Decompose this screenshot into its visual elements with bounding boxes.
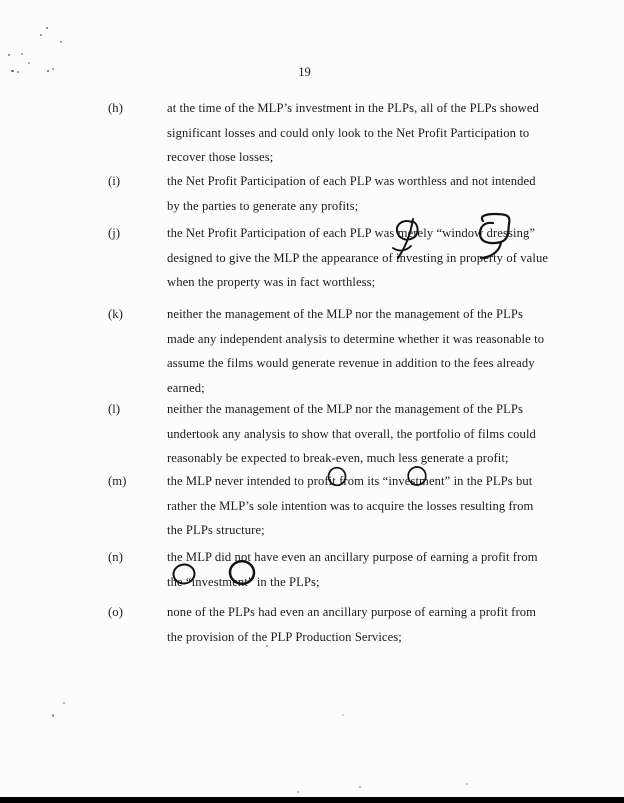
paragraph-label: (i) [108, 174, 121, 188]
paragraph-label: (m) [108, 474, 127, 488]
paragraph-text [167, 221, 567, 295]
paragraph-line: the MLP never intended to profit from its “investment” in the PLPs but [167, 474, 533, 488]
paragraph-line: when the property was in fact worthless; [167, 275, 376, 289]
scan-speck [52, 68, 54, 70]
paragraph-text [167, 397, 567, 471]
paragraph-line: reasonably be expected to break-even, much less generate a profit; [167, 451, 509, 465]
paragraph-line: the “investment” in the PLPs; [167, 574, 320, 589]
paragraph-label: (l) [108, 402, 121, 416]
scan-speck [466, 783, 468, 785]
paragraph-label: (n) [108, 550, 123, 564]
page-number: 19 [298, 65, 311, 79]
paragraph-line: neither the management of the MLP nor the management of the PLPs [167, 402, 524, 416]
scan-speck [8, 54, 10, 56]
paragraph-line: rather the MLP’s sole intention was to acquire the losses resulting from [167, 498, 534, 513]
paragraph-line: at the time of the MLP’s investment in the PLPs, all of the PLPs showed [167, 101, 539, 115]
paragraph-line: by the parties to generate any profits; [167, 198, 359, 213]
scan-speck [46, 27, 48, 29]
scan-speck [52, 714, 54, 717]
paragraph-line: designed to give the MLP the appearance of investing in property of value [167, 250, 549, 265]
paragraph-text [167, 96, 567, 170]
paragraph-line: significant losses and could only look to the Net Profit Participation to [167, 125, 530, 140]
paragraph-text [167, 600, 567, 649]
paragraph-text [167, 169, 567, 218]
paragraph-label: (j) [108, 226, 121, 240]
scan-speck [21, 53, 23, 55]
scan-speck [359, 786, 361, 788]
paragraph-line: the Net Profit Participation of each PLP was worthless and not intended [167, 174, 536, 188]
paragraph-line: neither the management of the MLP nor the management of the PLPs [167, 307, 524, 321]
paragraph-text [167, 302, 567, 400]
scan-speck [28, 62, 30, 64]
scan-speck [47, 70, 49, 72]
scan-speck [342, 714, 344, 716]
paragraph-text [167, 469, 567, 543]
paragraph-label: (o) [108, 605, 123, 619]
paragraph-line: made any independent analysis to determine whether it was reasonable to [167, 331, 545, 346]
paragraph-text [167, 545, 567, 594]
paragraph-line: the MLP did not have even an ancillary purpose of earning a profit from [167, 550, 538, 564]
paragraph-line: earned; [167, 380, 205, 395]
paragraph-line: assume the films would generate revenue in addition to the fees already [167, 356, 535, 370]
scan-speck [17, 71, 19, 73]
scan-speck [63, 702, 65, 704]
paragraph-label: (h) [108, 101, 123, 115]
scan-speck [297, 791, 299, 793]
scan-speck [40, 34, 42, 36]
paragraph-line: none of the PLPs had even an ancillary purpose of earning a profit from [167, 605, 537, 619]
scan-speck [11, 70, 14, 72]
paragraph-line: recover those losses; [167, 150, 274, 164]
scan-edge-bar [0, 797, 624, 803]
paragraph-line: undertook any analysis to show that overall, the portfolio of films could [167, 426, 536, 441]
paragraph-line: the PLPs structure; [167, 523, 265, 537]
scan-speck [266, 645, 268, 647]
paragraph-label: (k) [108, 307, 123, 321]
scan-speck [60, 41, 62, 43]
paragraph-line: the Net Profit Participation of each PLP was merely “window dressing” [167, 226, 536, 240]
paragraph-line: the provision of the PLP Production Services; [167, 629, 402, 644]
